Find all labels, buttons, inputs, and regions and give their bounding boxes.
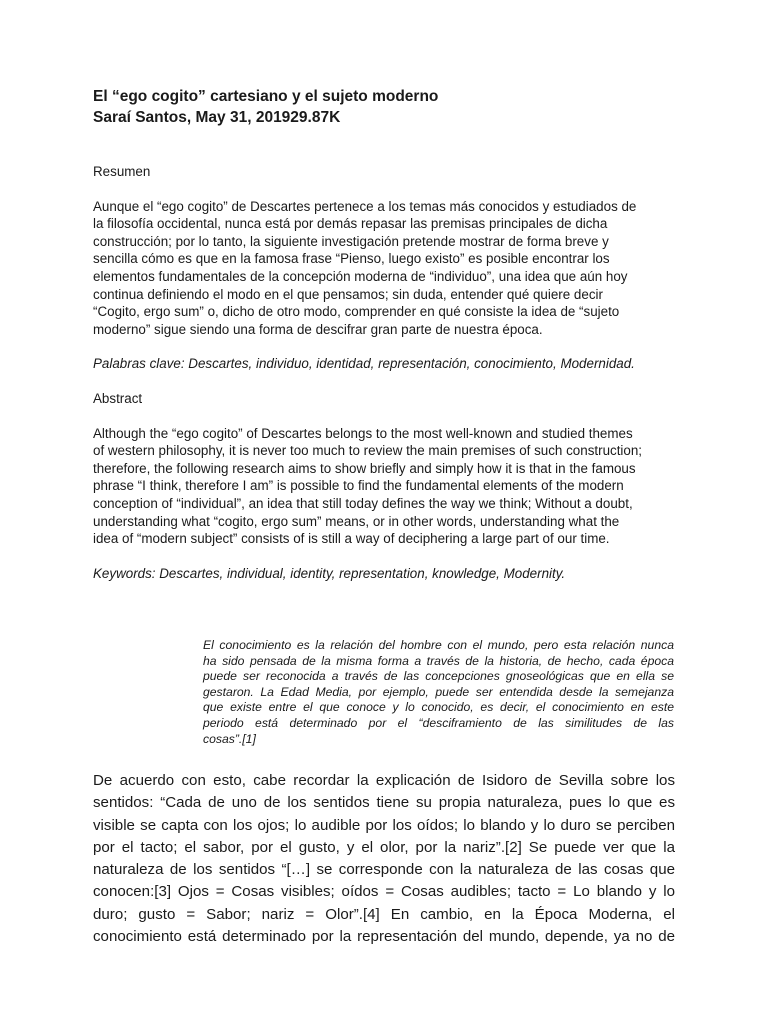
resumen-line: construcción; por lo tanto, la siguiente investigación pretende mostrar de forma breve y bbox=[93, 233, 609, 249]
resumen-paragraph bbox=[93, 198, 675, 339]
body-line: conocimiento está determinado por la representación del mundo, depende, ya no de bbox=[93, 928, 675, 946]
abstract-heading: Abstract bbox=[93, 390, 143, 406]
body-paragraph bbox=[93, 770, 675, 948]
quote-line: El conocimiento es la relación del hombre con el mundo, pero esta relación nunca bbox=[203, 638, 674, 652]
quote-line: cosas”.[1] bbox=[203, 731, 256, 746]
body-line: duro; gusto = Sabor; nariz = Olor”.[4] En cambio, en la Época Moderna, el bbox=[93, 905, 675, 923]
resumen-keywords: Palabras clave: Descartes, individuo, identidad, representación, conocimiento, Modernidad. bbox=[93, 356, 635, 372]
resumen-line: continua definiendo el modo en el que pensamos; sin duda, entender qué quiere decir bbox=[93, 286, 603, 302]
resumen-line: sencilla cómo es que en la famosa frase “Pienso, luego existo” es posible encontrar los bbox=[93, 251, 610, 267]
abstract-line: phrase “I think, therefore I am” is possible to find the fundamental elements of the modern bbox=[93, 478, 624, 494]
title-main: El “ego cogito” cartesiano y el sujeto moderno bbox=[93, 88, 439, 105]
document-page bbox=[93, 86, 675, 582]
abstract-line: Although the “ego cogito” of Descartes belongs to the most well-known and studied themes bbox=[93, 425, 633, 441]
resumen-line: “Cogito, ergo sum” o, dicho de otro modo, comprender en qué consiste la idea de “sujeto bbox=[93, 304, 620, 320]
title-byline: Saraí Santos, May 31, 201929.87K bbox=[93, 109, 341, 126]
resumen-line: elementos fundamentales de la concepción moderna de “individuo”, una idea que aún hoy bbox=[93, 268, 628, 284]
body-line: conocen:[3] Ojos = Cosas visibles; oídos = Cosas audibles; tacto = Lo blando y lo bbox=[93, 883, 675, 901]
document-title bbox=[93, 86, 675, 128]
resumen-heading: Resumen bbox=[93, 164, 151, 179]
abstract-paragraph bbox=[93, 425, 675, 548]
resumen-line: la filosofía occidental, nunca está por demás repasar las premisas principales de dicha bbox=[93, 216, 608, 232]
body-line: naturaleza de los sentidos “[…] se corresponde con la naturaleza de las cosas que bbox=[93, 861, 675, 879]
abstract-line: of western philosophy, it is never too much to review the main premises of such construction; bbox=[93, 443, 643, 459]
quote-line: ha sido pensada de la misma forma a través de la historia, de hecho, cada época bbox=[203, 653, 674, 668]
abstract-line: idea of “modern subject” consists of is still a way of deciphering a large part of our time. bbox=[93, 531, 610, 547]
body-line: por el tacto; el sabor, por el gusto, y el olor, por la nariz”.[2] Se puede ver que la bbox=[93, 838, 675, 856]
abstract-line: conception of “individual”, an idea that still today defines the way we think; Without a doubt, bbox=[93, 495, 633, 511]
abstract-line: therefore, the following research aims to show briefly and simply how it is that in the famous bbox=[93, 460, 636, 476]
abstract-line: understanding what “cogito, ergo sum” means, or in other words, understanding what the bbox=[93, 513, 620, 529]
quote-line: periodo está determinado por el “desciframiento de las similitudes de las bbox=[203, 715, 674, 730]
quote-line: gestaron. La Edad Media, por ejemplo, puede ser entendida desde la semejanza bbox=[203, 684, 674, 699]
body-line: De acuerdo con esto, cabe recordar la explicación de Isidoro de Sevilla sobre los bbox=[93, 772, 675, 789]
block-quote bbox=[203, 638, 674, 747]
quote-line: que existe entre el que conoce y lo conocido, es decir, el conocimiento en este bbox=[203, 700, 674, 715]
body-line: sentidos: “Cada de uno de los sentidos tiene su propia naturaleza, pues lo que es bbox=[93, 794, 675, 812]
body-line: visible se capta con los ojos; lo audible por los oídos; lo blando y lo duro se perciben bbox=[93, 816, 675, 834]
resumen-line: Aunque el “ego cogito” de Descartes pertenece a los temas más conocidos y estudiados de bbox=[93, 198, 637, 214]
resumen-line: moderno” sigue siendo una forma de descifrar gran parte de nuestra época. bbox=[93, 321, 543, 337]
quote-line: puede ser reconocida a través de las concepciones gnoseológicas que en ella se bbox=[203, 669, 674, 684]
abstract-keywords: Keywords: Descartes, individual, identity, representation, knowledge, Modernity. bbox=[93, 565, 566, 581]
